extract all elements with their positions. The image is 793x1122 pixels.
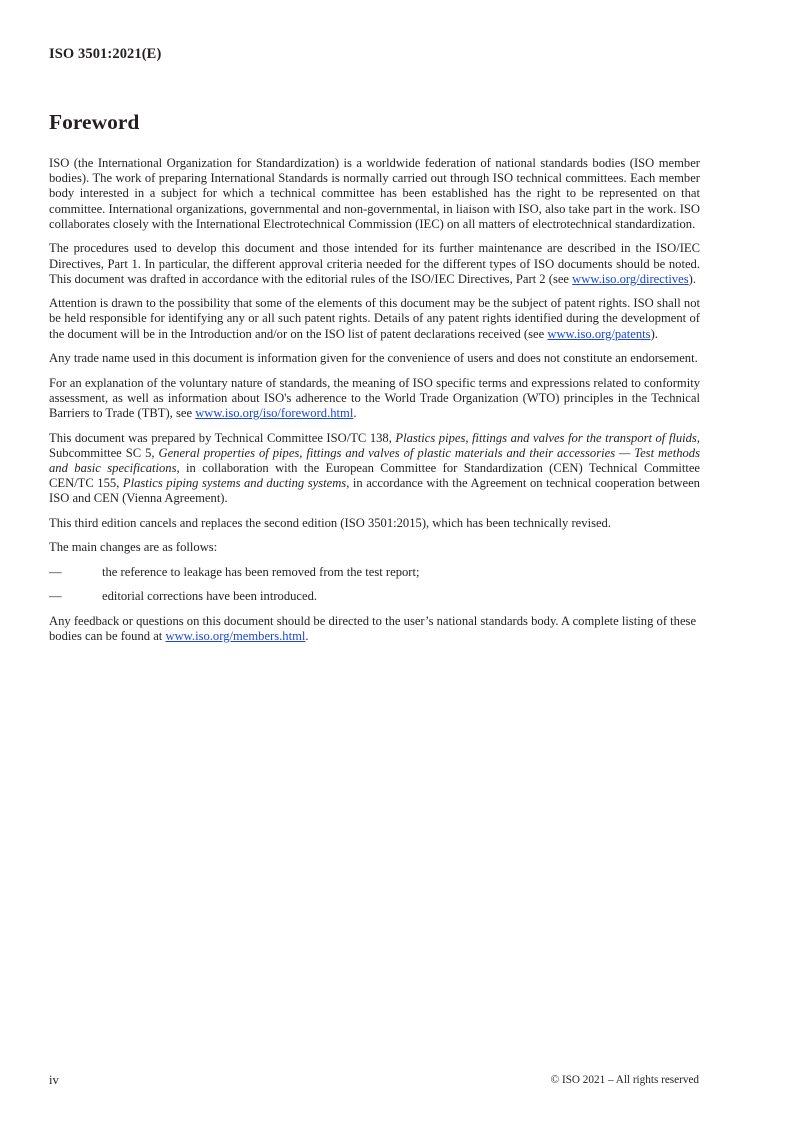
paragraph-main-changes: The main changes are as follows:: [49, 540, 218, 555]
paragraph-feedback: Any feedback or questions on this document should be directed to the user’s national standards body. A complete listing of these bodies can be found at www.iso.org/members.html.: [49, 613, 697, 644]
patents-link[interactable]: www.iso.org/patents: [547, 326, 651, 341]
page-title: Foreword: [49, 110, 140, 134]
paragraph-voluntary-nature: For an explanation of the voluntary nature of standards, the meaning of ISO specific terms and expressions related to conformity assessment, as well as information about ISO's adherence to the World Trade Organization (WTO) principles in the Technical Barriers to Trade (TBT), see www.iso.org/iso/foreword.html.: [49, 375, 700, 421]
list-item: — editorial corrections have been introduced.: [49, 589, 318, 604]
page-number: iv: [49, 1073, 59, 1087]
paragraph-patents: Attention is drawn to the possibility that some of the elements of this document may be the subject of patent rights. ISO shall not be held responsible for identifying any or all such patent rights. Details of any patent rights identified during the development of the document will be in the Introduction and/or on the ISO list of patent declarations received (see www.iso.org/patents).: [49, 296, 700, 341]
dash-bullet: —: [49, 564, 62, 579]
list-item: — the reference to leakage has been removed from the test report;: [49, 564, 420, 579]
document-id-header: ISO 3501:2021(E): [49, 46, 162, 62]
dash-bullet: —: [49, 589, 62, 604]
foreword-body: [49, 156, 700, 654]
paragraph-procedures: The procedures used to develop this document and those intended for its further maintenance are described in the ISO/IEC Directives, Part 1. In particular, the different approval criteria needed for the different types of ISO documents should be noted. This document was drafted in accordance with the editorial rules of the ISO/IEC Directives, Part 2 (see www.iso.org/directives).: [49, 241, 700, 286]
foreword-link[interactable]: www.iso.org/iso/foreword.html: [195, 406, 354, 421]
paragraph-trade-name: Any trade name used in this document is information given for the convenience of users and does not constitute an endorsement.: [49, 351, 698, 366]
directives-link[interactable]: www.iso.org/directives: [572, 271, 689, 286]
copyright-notice: © ISO 2021 – All rights reserved: [550, 1074, 699, 1086]
paragraph-iso-intro: ISO (the International Organization for Standardization) is a worldwide federation of national standards bodies (ISO member bodies). The work of preparing International Standards is normally carried out through ISO technical committees. Each member body interested in a subject for which a technical committee has been established has the right to be represented on that committee. International organizations, governmental and non-governmental, in liaison with ISO, also take part in the work. ISO collaborates closely with the International Electrotechnical Commission (IEC) on all matters of electrotechnical standardization.: [49, 156, 700, 231]
paragraph-edition: This third edition cancels and replaces the second edition (ISO 3501:2015), which has been technically revised.: [49, 515, 612, 530]
members-link[interactable]: www.iso.org/members.html: [165, 629, 306, 644]
paragraph-committee: This document was prepared by Technical Committee ISO/TC 138, Plastics pipes, fittings and valves for the transport of fluids, Subcommittee SC 5, General properties of pipes, fittings and valves of plastic materials and their accessories — Test methods and basic specifications, in collaboration with the European Committee for Standardization (CEN) Technical Committee CEN/TC 155, Plastics piping systems and ducting systems, in accordance with the Agreement on technical cooperation between ISO and CEN (Vienna Agreement).: [49, 430, 700, 506]
